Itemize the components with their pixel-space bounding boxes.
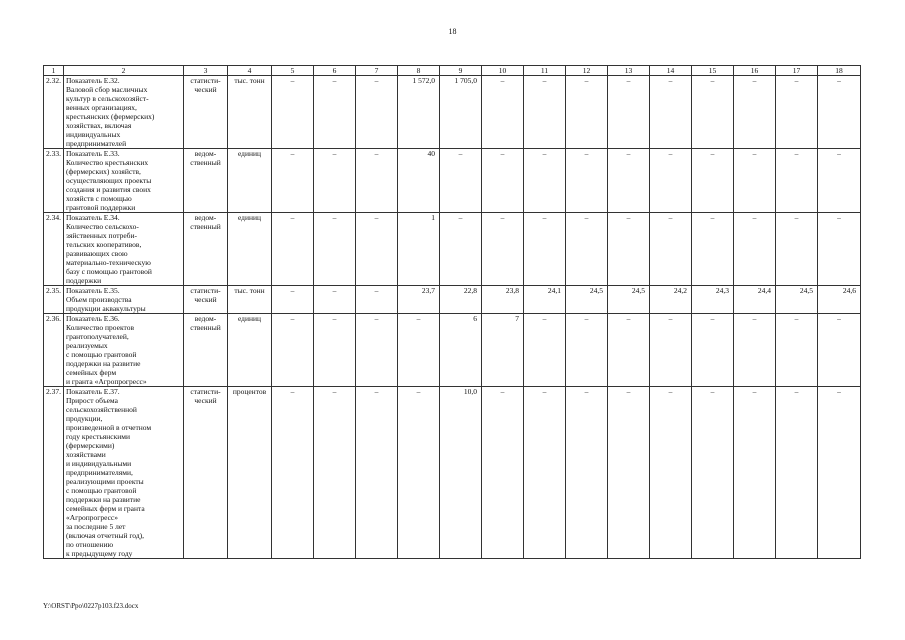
column-number-header: 8: [398, 66, 440, 76]
indicator-name: [64, 76, 184, 149]
table-body: [44, 76, 861, 559]
indicator-name-line: индивидуальных: [66, 130, 121, 139]
indicator-name-line: к предыдущему году: [66, 549, 133, 558]
indicator-name-line: реализующими проекты: [66, 477, 144, 486]
value-cell: –: [524, 149, 566, 213]
row-number: 2.35.: [44, 286, 64, 314]
indicator-name-line: базу с помощью грантовой: [66, 267, 152, 276]
column-number-header: 6: [314, 66, 356, 76]
indicator-type: [184, 286, 228, 314]
value-cell: 40: [398, 149, 440, 213]
value-cell: –: [650, 387, 692, 559]
value-cell: –: [356, 76, 398, 149]
indicator-name-line: хозяйствах, включая: [66, 121, 132, 130]
document-file-path: Y:\ORST\Ppo\0227p103.f23.docx: [43, 602, 139, 610]
value-cell: –: [356, 149, 398, 213]
value-cell: 24,5: [608, 286, 650, 314]
value-cell: –: [314, 213, 356, 286]
value-cell: –: [818, 76, 861, 149]
indicator-type-line: ческий: [194, 85, 217, 94]
indicator-name-line: (включая отчетный год),: [66, 531, 145, 540]
column-number-header: 2: [64, 66, 184, 76]
indicator-name-line: году крестьянскими: [66, 432, 131, 441]
column-number-header: 12: [566, 66, 608, 76]
value-cell: –: [608, 213, 650, 286]
row-number: 2.36.: [44, 314, 64, 387]
indicator-type-line: статисти-: [190, 286, 221, 295]
value-cell: –: [482, 76, 524, 149]
indicator-name-line: развивающих свою: [66, 249, 128, 258]
column-number-header: 16: [734, 66, 776, 76]
row-number: 2.37.: [44, 387, 64, 559]
value-cell: 23,7: [398, 286, 440, 314]
column-number-header: 7: [356, 66, 398, 76]
value-cell: –: [608, 149, 650, 213]
indicator-name-line: материально-техническую: [66, 258, 151, 267]
value-cell: 24,5: [776, 286, 818, 314]
value-cell: –: [692, 387, 734, 559]
value-cell: –: [482, 387, 524, 559]
value-cell: –: [272, 387, 314, 559]
indicator-name-line: с помощью грантовой: [66, 486, 137, 495]
indicator-type-line: ведом-: [194, 213, 217, 222]
value-cell: 10,0: [440, 387, 482, 559]
indicator-name-line: семейных ферм: [66, 368, 117, 377]
value-cell: –: [692, 149, 734, 213]
value-cell: –: [734, 76, 776, 149]
indicator-type: [184, 387, 228, 559]
value-cell: –: [734, 387, 776, 559]
indicator-name: [64, 314, 184, 387]
table-row: [44, 76, 861, 149]
value-cell: –: [482, 149, 524, 213]
indicator-name-line: Количество крестьянских: [66, 158, 149, 167]
row-number: 2.32.: [44, 76, 64, 149]
indicator-type-line: ческий: [194, 295, 217, 304]
indicator-type: [184, 314, 228, 387]
indicator-name-line: Объем производства: [66, 295, 132, 304]
indicator-name-line: продукции аквакультуры: [66, 304, 146, 313]
value-cell: –: [776, 314, 818, 387]
value-cell: 24,4: [734, 286, 776, 314]
value-cell: 1 572,0: [398, 76, 440, 149]
indicator-name-line: «Агропрогресс»: [66, 513, 119, 522]
indicator-name-line: произведенной в отчетном: [66, 423, 152, 432]
value-cell: –: [314, 76, 356, 149]
value-cell: –: [650, 314, 692, 387]
value-cell: –: [272, 149, 314, 213]
value-cell: –: [608, 76, 650, 149]
indicator-name-line: грантовой поддержки: [66, 203, 136, 212]
indicator-name-line: Показатель Е.37.: [66, 387, 120, 396]
value-cell: –: [776, 76, 818, 149]
indicator-name-line: Показатель Е.35.: [66, 286, 120, 295]
indicator-name-line: Показатель Е.34.: [66, 213, 120, 222]
column-number-header: 1: [44, 66, 64, 76]
indicator-type-line: статисти-: [190, 387, 221, 396]
unit-of-measure: тыс. тонн: [228, 286, 272, 314]
value-cell: –: [524, 213, 566, 286]
table-row: [44, 286, 861, 314]
value-cell: –: [314, 314, 356, 387]
page-number: 18: [448, 27, 457, 36]
indicator-type-line: статисти-: [190, 76, 221, 85]
indicator-name-line: и гранта «Агропрогресс»: [66, 377, 147, 386]
value-cell: –: [566, 387, 608, 559]
indicator-table: [43, 65, 861, 559]
indicator-type-line: ческий: [194, 396, 217, 405]
value-cell: –: [818, 149, 861, 213]
indicator-name-line: предпринимателей: [66, 139, 127, 148]
indicator-name-line: Прирост объема: [66, 396, 118, 405]
value-cell: –: [524, 314, 566, 387]
value-cell: 23,8: [482, 286, 524, 314]
value-cell: 24,6: [818, 286, 861, 314]
indicator-name-line: предпринимателями,: [66, 468, 133, 477]
value-cell: –: [356, 387, 398, 559]
value-cell: 24,5: [566, 286, 608, 314]
indicator-name-line: поддержки на развитие: [66, 359, 141, 368]
indicator-type-line: ведом-: [194, 149, 217, 158]
value-cell: –: [566, 213, 608, 286]
value-cell: –: [776, 387, 818, 559]
indicator-name-line: создания и развития своих: [66, 185, 151, 194]
indicator-type-line: ведом-: [194, 314, 217, 323]
indicator-name-line: Количество проектов: [66, 323, 134, 332]
indicator-name-line: за последние 5 лет: [66, 522, 126, 531]
value-cell: 6: [440, 314, 482, 387]
value-cell: –: [650, 149, 692, 213]
unit-of-measure: единиц: [228, 314, 272, 387]
indicator-name-line: Показатель Е.33.: [66, 149, 120, 158]
column-number-header: 10: [482, 66, 524, 76]
indicator-type: [184, 76, 228, 149]
value-cell: –: [566, 314, 608, 387]
value-cell: 24,2: [650, 286, 692, 314]
indicator-name-line: Количество сельскохо-: [66, 222, 139, 231]
column-number-header: 18: [818, 66, 861, 76]
value-cell: –: [356, 213, 398, 286]
indicator-name-line: поддержки на развитие: [66, 495, 141, 504]
column-number-header: 13: [608, 66, 650, 76]
value-cell: 7: [482, 314, 524, 387]
row-number: 2.33.: [44, 149, 64, 213]
value-cell: –: [440, 213, 482, 286]
value-cell: –: [692, 213, 734, 286]
value-cell: 22,8: [440, 286, 482, 314]
value-cell: –: [818, 213, 861, 286]
value-cell: 24,3: [692, 286, 734, 314]
indicator-type-line: ственный: [190, 222, 221, 231]
indicator-name-line: поддержки: [66, 276, 102, 285]
indicator-name-line: культур в сельскохозяйст-: [66, 94, 149, 103]
indicator-name-line: (фермерскими): [66, 441, 115, 450]
indicator-name-line: семейных ферм и гранта: [66, 504, 145, 513]
value-cell: –: [734, 314, 776, 387]
column-number-header: 9: [440, 66, 482, 76]
indicator-type-line: ственный: [190, 323, 221, 332]
value-cell: –: [356, 286, 398, 314]
indicator-name-line: тельских кооперативов,: [66, 240, 142, 249]
table-row: [44, 387, 861, 559]
value-cell: –: [776, 213, 818, 286]
indicator-name-line: крестьянских (фермерских): [66, 112, 155, 121]
indicator-name-line: Показатель Е.32.: [66, 76, 120, 85]
indicator-name-line: сельскохозяйственной: [66, 405, 137, 414]
value-cell: –: [776, 149, 818, 213]
indicator-name-line: с помощью грантовой: [66, 350, 137, 359]
indicator-name-line: продукции,: [66, 414, 103, 423]
indicator-type: [184, 213, 228, 286]
column-number-header: 4: [228, 66, 272, 76]
value-cell: –: [734, 213, 776, 286]
value-cell: –: [272, 286, 314, 314]
indicator-type: [184, 149, 228, 213]
column-number-header: 15: [692, 66, 734, 76]
column-number-header: 3: [184, 66, 228, 76]
value-cell: –: [818, 314, 861, 387]
value-cell: –: [314, 387, 356, 559]
table-row: [44, 213, 861, 286]
value-cell: –: [608, 314, 650, 387]
value-cell: –: [482, 213, 524, 286]
value-cell: –: [692, 76, 734, 149]
indicator-name-line: (фермерских) хозяйств,: [66, 167, 141, 176]
table-row: [44, 149, 861, 213]
column-number-header: 5: [272, 66, 314, 76]
indicator-name-line: венных организациях,: [66, 103, 137, 112]
value-cell: –: [272, 76, 314, 149]
indicator-name-line: реализуемых: [66, 341, 108, 350]
value-cell: –: [608, 387, 650, 559]
indicator-name-line: по отношению: [66, 540, 114, 549]
value-cell: –: [566, 149, 608, 213]
value-cell: 1: [398, 213, 440, 286]
row-number: 2.34.: [44, 213, 64, 286]
indicator-type-line: ственный: [190, 158, 221, 167]
unit-of-measure: единиц: [228, 149, 272, 213]
value-cell: –: [524, 76, 566, 149]
column-number-header: 17: [776, 66, 818, 76]
value-cell: –: [272, 314, 314, 387]
table-row: [44, 314, 861, 387]
indicator-name-line: Валовой сбор масличных: [66, 85, 148, 94]
unit-of-measure: тыс. тонн: [228, 76, 272, 149]
column-number-header: 14: [650, 66, 692, 76]
unit-of-measure: процентов: [228, 387, 272, 559]
value-cell: –: [692, 314, 734, 387]
indicator-name: [64, 286, 184, 314]
indicator-name: [64, 149, 184, 213]
value-cell: –: [524, 387, 566, 559]
indicator-name: [64, 387, 184, 559]
value-cell: –: [314, 286, 356, 314]
value-cell: –: [314, 149, 356, 213]
indicator-name-line: зяйственных потреби-: [66, 231, 137, 240]
value-cell: 1 705,0: [440, 76, 482, 149]
unit-of-measure: единиц: [228, 213, 272, 286]
value-cell: –: [566, 76, 608, 149]
value-cell: –: [440, 149, 482, 213]
value-cell: –: [398, 314, 440, 387]
value-cell: 24,1: [524, 286, 566, 314]
indicator-name-line: хозяйствами: [66, 450, 106, 459]
indicator-name-line: грантополучателей,: [66, 332, 129, 341]
indicator-name-line: и индивидуальными: [66, 459, 132, 468]
indicator-name-line: Показатель Е.36.: [66, 314, 120, 323]
indicator-name-line: осуществляющих проекты: [66, 176, 152, 185]
column-number-row: [44, 66, 861, 76]
value-cell: –: [818, 387, 861, 559]
value-cell: –: [734, 149, 776, 213]
value-cell: –: [398, 387, 440, 559]
value-cell: –: [650, 76, 692, 149]
indicator-name-line: хозяйств с помощью: [66, 194, 132, 203]
value-cell: –: [356, 314, 398, 387]
column-number-header: 11: [524, 66, 566, 76]
value-cell: –: [272, 213, 314, 286]
indicator-name: [64, 213, 184, 286]
value-cell: –: [650, 213, 692, 286]
